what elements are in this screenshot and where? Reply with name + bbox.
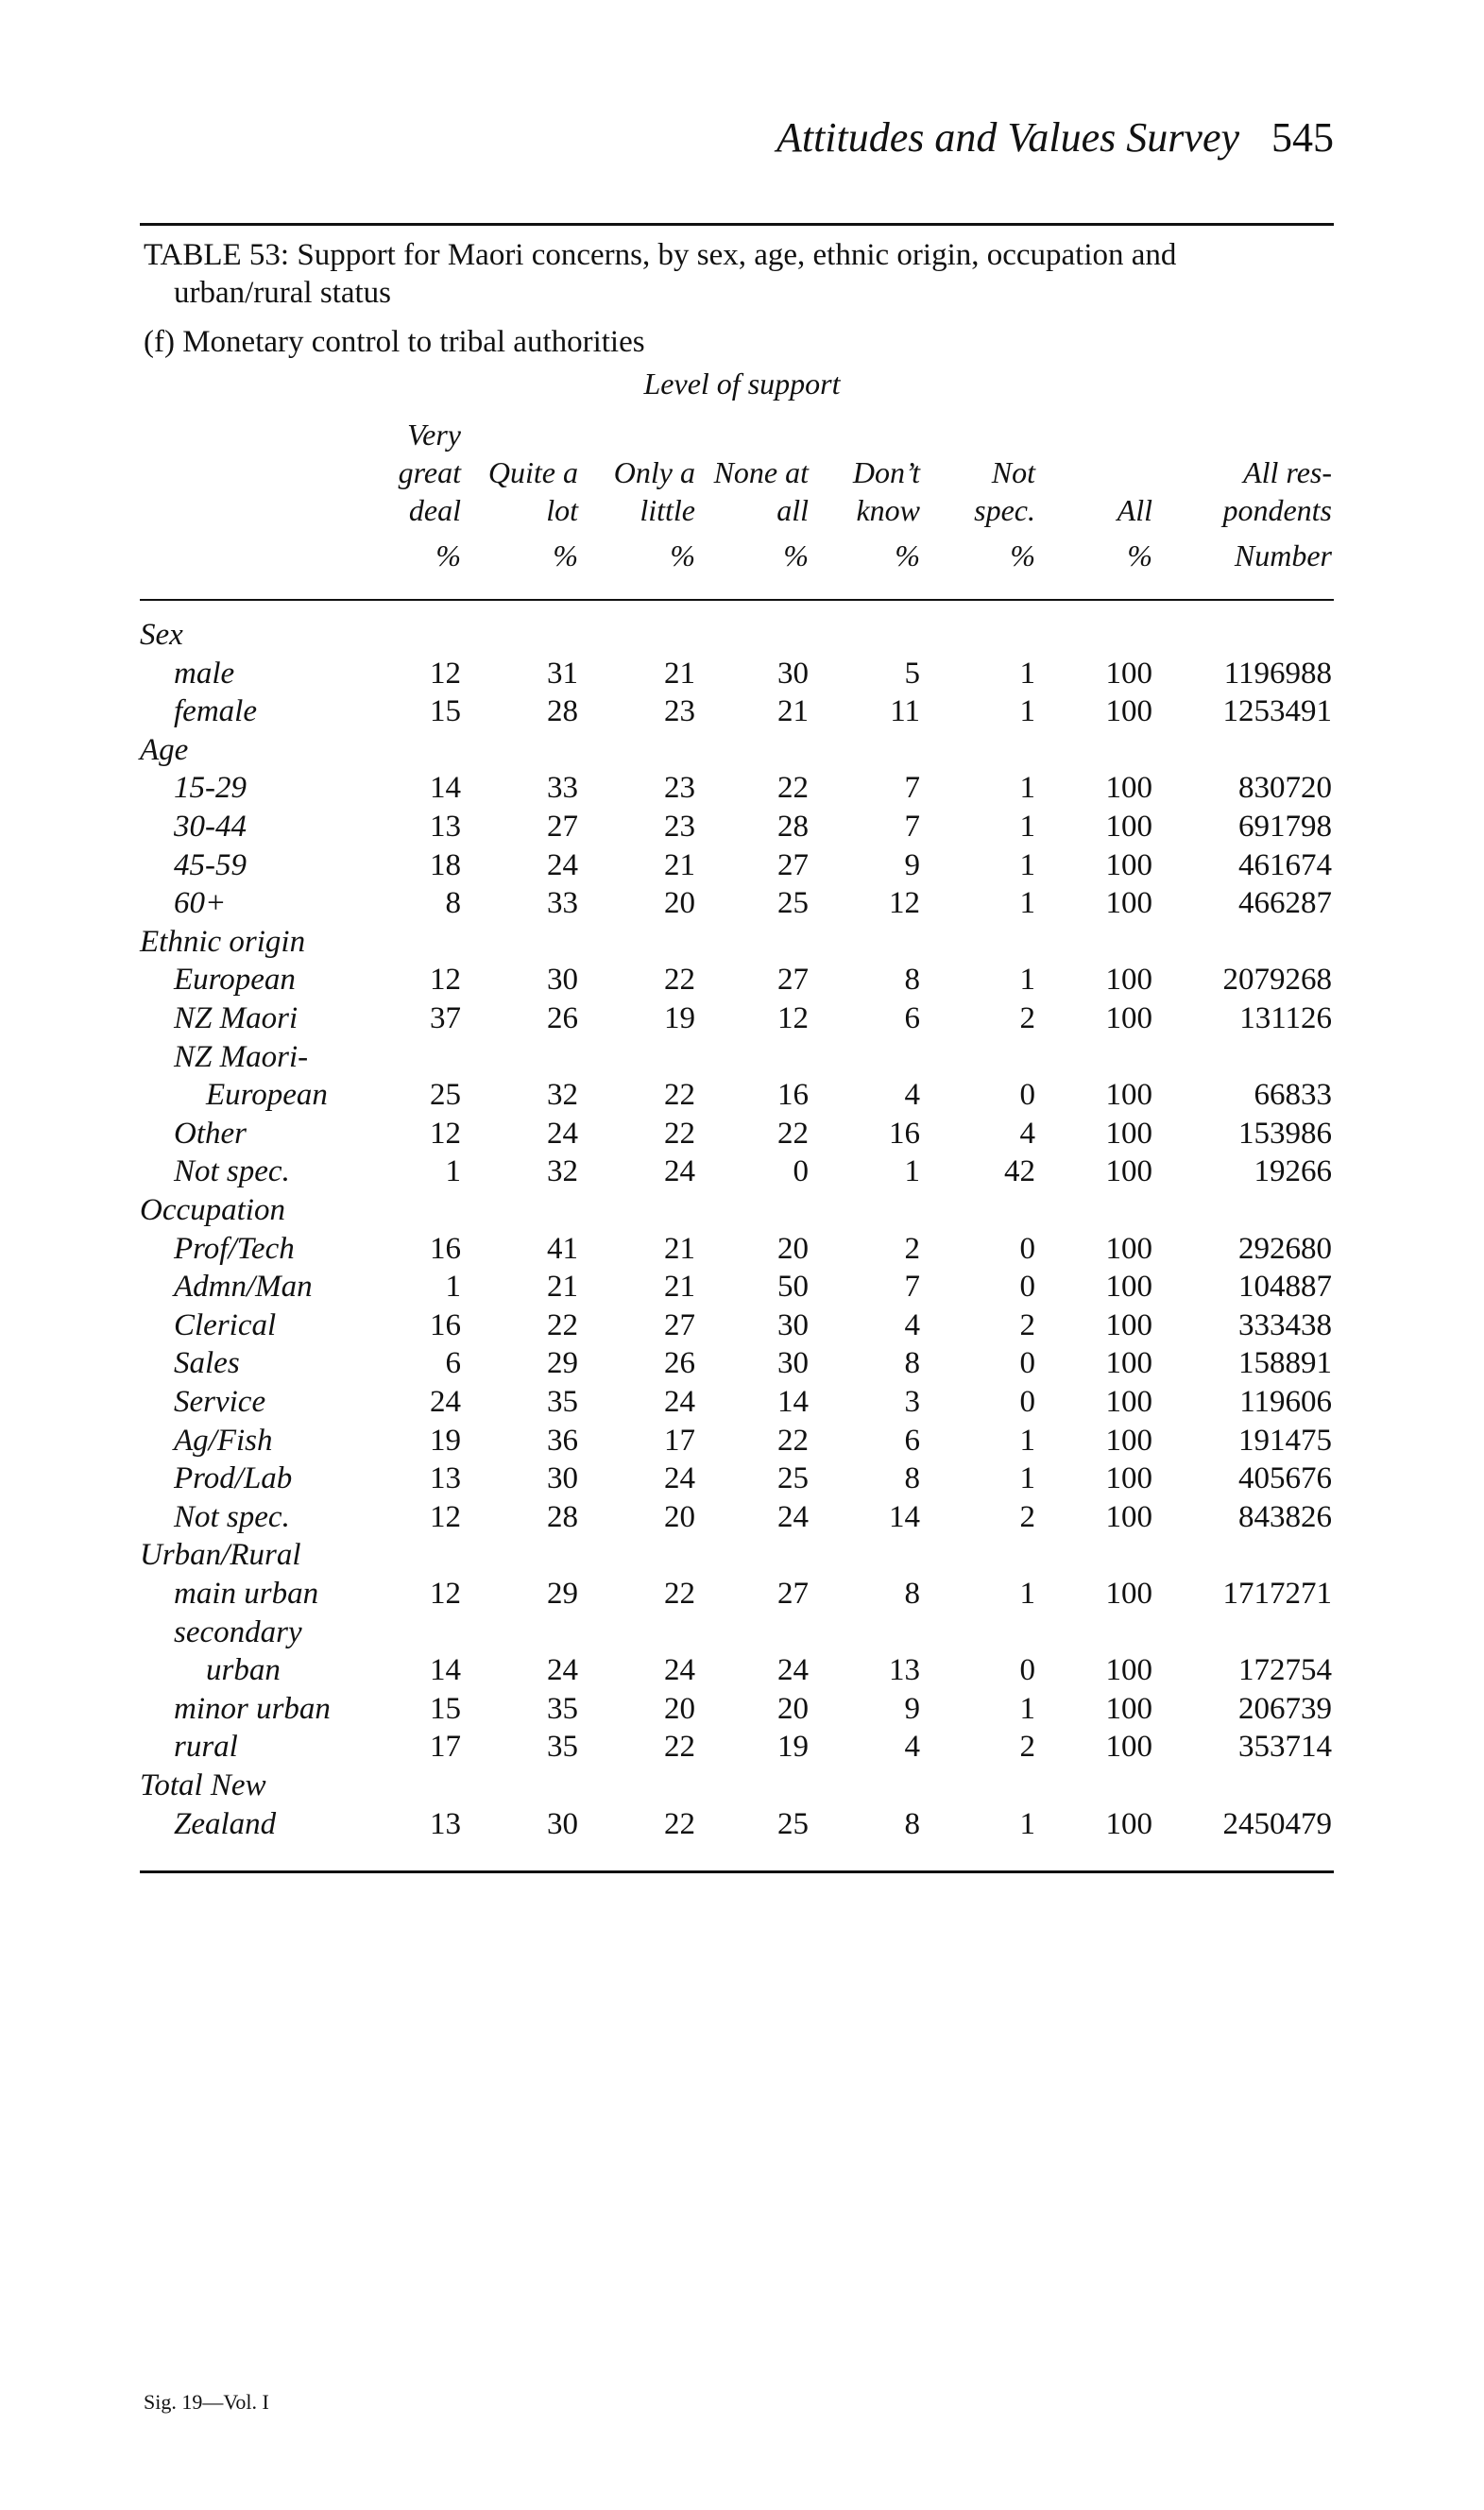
table-cell: 0 (793, 1154, 809, 1189)
column-header-1-line-3: deal (408, 493, 461, 527)
column-header-8-line-1: All res- (1243, 455, 1332, 489)
table-cell: 22 (777, 771, 809, 806)
table-cell: 100 (1105, 1346, 1152, 1381)
table-row (0, 884, 1484, 922)
table-cell: 1 (1019, 810, 1035, 844)
table-cell: 1 (904, 1154, 920, 1189)
table-row (0, 1536, 1484, 1574)
table-cell: 0 (1019, 1270, 1035, 1305)
table-cell: 7 (904, 810, 920, 844)
table-row (0, 692, 1484, 730)
table-cell: 21 (664, 656, 695, 691)
signature-footer: Sig. 19—Vol. I (144, 2390, 269, 2414)
table-row (0, 1805, 1484, 1843)
table-cell: 14 (777, 1385, 809, 1419)
table-cell: 2 (1019, 1307, 1035, 1342)
table-cell: 22 (664, 1806, 695, 1841)
table-cell: 22 (664, 1116, 695, 1151)
table-cell: 830720 (1238, 771, 1332, 806)
table-cell: 4 (1019, 1116, 1035, 1151)
table-cell: 24 (664, 1385, 695, 1419)
table-cell: 22 (777, 1116, 809, 1151)
column-unit-4: % (783, 538, 809, 572)
table-cell: 1 (1019, 656, 1035, 691)
table-cell: 20 (777, 1231, 809, 1266)
table-cell: 30 (547, 1461, 578, 1496)
table-cell: 21 (664, 1231, 695, 1266)
row-label: Not spec. (174, 1154, 290, 1189)
table-cell: 100 (1105, 1270, 1152, 1305)
table-cell: 23 (664, 694, 695, 729)
table-cell: 100 (1105, 847, 1152, 882)
table-cell: 30 (777, 1346, 809, 1381)
column-unit-2: % (553, 538, 578, 572)
table-cell: 2 (1019, 1001, 1035, 1035)
table-cell: 4 (904, 1078, 920, 1113)
table-cell: 461674 (1238, 847, 1332, 882)
column-header-2-line-2: lot (546, 493, 578, 527)
table-cell: 100 (1105, 1806, 1152, 1841)
table-cell: 27 (664, 1307, 695, 1342)
table-cell: 28 (547, 694, 578, 729)
table-row (0, 808, 1484, 845)
row-label: European (174, 963, 296, 998)
table-cell: 158891 (1238, 1346, 1332, 1381)
table-row (0, 961, 1484, 999)
table-cell: 24 (547, 847, 578, 882)
table-cell: 691798 (1238, 810, 1332, 844)
table-cell: 405676 (1238, 1461, 1332, 1496)
table-cell: 22 (664, 1577, 695, 1611)
table-cell: 13 (430, 1461, 461, 1496)
table-cell: 100 (1105, 656, 1152, 691)
row-label: European (206, 1078, 328, 1113)
bottom-rule (140, 1870, 1334, 1873)
table-cell: 20 (664, 1691, 695, 1726)
column-header-1-line-2: great (398, 455, 461, 489)
table-cell: 41 (547, 1231, 578, 1266)
table-cell: 21 (777, 694, 809, 729)
table-cell: 1717271 (1222, 1577, 1332, 1611)
table-row (0, 1651, 1484, 1689)
page-number: 545 (1271, 114, 1334, 161)
table-row (0, 1230, 1484, 1268)
table-cell: 333438 (1238, 1307, 1332, 1342)
table-cell: 12 (889, 886, 920, 921)
table-cell: 20 (664, 1499, 695, 1534)
table-cell: 119606 (1239, 1385, 1332, 1419)
row-label: Urban/Rural (140, 1538, 301, 1573)
table-cell: 25 (777, 1461, 809, 1496)
table-cell: 0 (1019, 1231, 1035, 1266)
row-label: NZ Maori- (174, 1039, 309, 1074)
table-cell: 5 (904, 656, 920, 691)
table-cell: 12 (430, 1116, 461, 1151)
table-cell: 29 (547, 1577, 578, 1611)
table-cell: 2 (904, 1231, 920, 1266)
table-cell: 153986 (1238, 1116, 1332, 1151)
table-row (0, 1306, 1484, 1344)
row-label: main urban (174, 1577, 319, 1611)
table-cell: 35 (547, 1385, 578, 1419)
row-label: Admn/Man (174, 1270, 313, 1305)
column-header-1-line-1: Very (407, 418, 461, 452)
table-cell: 1 (1019, 1806, 1035, 1841)
table-cell: 28 (777, 810, 809, 844)
table-caption (144, 236, 1336, 312)
table-cell: 100 (1105, 1730, 1152, 1765)
caption-line-1: TABLE 53: Support for Maori concerns, by sex, age, ethnic origin, occupation and (144, 238, 1177, 272)
table-cell: 100 (1105, 1231, 1152, 1266)
table-row (0, 1498, 1484, 1536)
row-label: Total New (140, 1768, 266, 1802)
table-row (0, 1728, 1484, 1766)
table-cell: 100 (1105, 810, 1152, 844)
table-cell: 25 (777, 1806, 809, 1841)
table-cell: 1 (1019, 886, 1035, 921)
table-cell: 23 (664, 810, 695, 844)
table-cell: 1 (1019, 847, 1035, 882)
table-cell: 100 (1105, 963, 1152, 998)
table-cell: 20 (664, 886, 695, 921)
table-cell: 100 (1105, 1154, 1152, 1189)
table-cell: 100 (1105, 886, 1152, 921)
table-cell: 19 (664, 1001, 695, 1035)
table-cell: 6 (904, 1001, 920, 1035)
table-row (0, 1767, 1484, 1804)
row-label: Not spec. (174, 1499, 290, 1534)
table-cell: 37 (430, 1001, 461, 1035)
table-row (0, 1153, 1484, 1190)
table-cell: 9 (904, 847, 920, 882)
table-cell: 4 (904, 1730, 920, 1765)
table-row (0, 1038, 1484, 1076)
table-cell: 17 (664, 1423, 695, 1458)
table-cell: 16 (777, 1078, 809, 1113)
table-row (0, 731, 1484, 769)
table-cell: 1 (1019, 1691, 1035, 1726)
table-cell: 843826 (1238, 1499, 1332, 1534)
table-cell: 27 (777, 1577, 809, 1611)
table-cell: 33 (547, 886, 578, 921)
row-label: Sex (140, 618, 183, 652)
table-cell: 24 (664, 1154, 695, 1189)
table-cell: 27 (777, 963, 809, 998)
table-cell: 100 (1105, 1461, 1152, 1496)
row-label: Other (174, 1116, 247, 1151)
table-cell: 12 (430, 656, 461, 691)
table-cell: 7 (904, 1270, 920, 1305)
table-cell: 12 (430, 1577, 461, 1611)
table-cell: 0 (1019, 1078, 1035, 1113)
table-row (0, 1076, 1484, 1114)
table-cell: 3 (904, 1385, 920, 1419)
table-cell: 100 (1105, 1078, 1152, 1113)
table-cell: 172754 (1238, 1653, 1332, 1688)
column-unit-3: % (670, 538, 695, 572)
header-rule (140, 599, 1334, 601)
row-label: Occupation (140, 1193, 285, 1227)
table-cell: 1 (445, 1154, 461, 1189)
table-cell: 22 (664, 1078, 695, 1113)
row-label: Sales (174, 1346, 240, 1381)
table-row (0, 1614, 1484, 1651)
row-label: 45-59 (174, 847, 247, 882)
table-cell: 1253491 (1222, 694, 1332, 729)
table-cell: 24 (547, 1116, 578, 1151)
table-cell: 8 (904, 1461, 920, 1496)
table-cell: 27 (547, 810, 578, 844)
table-cell: 24 (664, 1461, 695, 1496)
table-row (0, 1422, 1484, 1460)
table-cell: 20 (777, 1691, 809, 1726)
table-cell: 104887 (1238, 1270, 1332, 1305)
table-row (0, 616, 1484, 654)
table-cell: 12 (430, 1499, 461, 1534)
table-cell: 0 (1019, 1346, 1035, 1381)
table-row (0, 846, 1484, 884)
table-cell: 19266 (1254, 1154, 1332, 1189)
table-cell: 32 (547, 1078, 578, 1113)
column-unit-5: % (895, 538, 920, 572)
table-cell: 1 (1019, 1461, 1035, 1496)
table-cell: 32 (547, 1154, 578, 1189)
table-row (0, 1268, 1484, 1306)
table-cell: 100 (1105, 1653, 1152, 1688)
row-label: female (174, 694, 257, 729)
table-cell: 4 (904, 1307, 920, 1342)
row-label: Ethnic origin (140, 924, 306, 959)
table-cell: 2450479 (1222, 1806, 1332, 1841)
table-cell: 22 (664, 1730, 695, 1765)
table-cell: 0 (1019, 1653, 1035, 1688)
column-header-5-line-2: know (856, 493, 920, 527)
table-cell: 35 (547, 1691, 578, 1726)
column-unit-6: % (1010, 538, 1035, 572)
table-cell: 14 (889, 1499, 920, 1534)
table-cell: 21 (547, 1270, 578, 1305)
column-header-3-line-2: little (640, 493, 695, 527)
column-header-6-line-2: spec. (974, 493, 1035, 527)
row-label: minor urban (174, 1691, 331, 1726)
top-rule (140, 223, 1334, 226)
table-cell: 16 (430, 1307, 461, 1342)
table-cell: 100 (1105, 1691, 1152, 1726)
table-cell: 25 (430, 1078, 461, 1113)
table-cell: 33 (547, 771, 578, 806)
table-cell: 21 (664, 1270, 695, 1305)
row-label: Age (140, 732, 189, 767)
table-cell: 14 (430, 1653, 461, 1688)
row-label: Prof/Tech (174, 1231, 295, 1266)
table-cell: 191475 (1238, 1423, 1332, 1458)
table-cell: 19 (430, 1423, 461, 1458)
table-cell: 8 (904, 1346, 920, 1381)
table-cell: 42 (1004, 1154, 1035, 1189)
table-cell: 100 (1105, 771, 1152, 806)
table-cell: 31 (547, 656, 578, 691)
column-unit-1: % (435, 538, 461, 572)
column-header-6-line-1: Not (991, 455, 1035, 489)
table-cell: 27 (777, 847, 809, 882)
row-label: Prod/Lab (174, 1461, 293, 1496)
table-cell: 100 (1105, 1001, 1152, 1035)
table-row (0, 655, 1484, 692)
table-cell: 14 (430, 771, 461, 806)
table-cell: 12 (777, 1001, 809, 1035)
table-cell: 16 (889, 1116, 920, 1151)
table-cell: 9 (904, 1691, 920, 1726)
table-cell: 22 (777, 1423, 809, 1458)
table-cell: 30 (547, 1806, 578, 1841)
table-row (0, 1115, 1484, 1153)
column-unit-7: % (1127, 538, 1152, 572)
table-row (0, 1575, 1484, 1613)
table-cell: 15 (430, 1691, 461, 1726)
table-cell: 21 (664, 847, 695, 882)
row-label: rural (174, 1730, 238, 1765)
row-label: 60+ (174, 886, 227, 921)
column-header-7-line-1: All (1117, 493, 1152, 527)
caption-line-2: urban/rural status (174, 276, 392, 310)
table-cell: 100 (1105, 1307, 1152, 1342)
row-label: 15-29 (174, 771, 247, 806)
running-head-title: Attitudes and Values Survey (776, 114, 1239, 161)
table-cell: 100 (1105, 1385, 1152, 1419)
table-cell: 100 (1105, 694, 1152, 729)
table-cell: 292680 (1238, 1231, 1332, 1266)
row-label: Ag/Fish (174, 1423, 273, 1458)
table-cell: 35 (547, 1730, 578, 1765)
table-cell: 24 (430, 1385, 461, 1419)
table-cell: 19 (777, 1730, 809, 1765)
table-cell: 2 (1019, 1499, 1035, 1534)
table-cell: 17 (430, 1730, 461, 1765)
table-cell: 1 (1019, 1577, 1035, 1611)
table-cell: 13 (889, 1653, 920, 1688)
table-cell: 24 (777, 1499, 809, 1534)
table-row (0, 1460, 1484, 1497)
table-row (0, 1690, 1484, 1728)
table-cell: 1 (445, 1270, 461, 1305)
table-cell: 16 (430, 1231, 461, 1266)
column-header-2-line-1: Quite a (487, 455, 578, 489)
table-cell: 26 (664, 1346, 695, 1381)
row-label: Clerical (174, 1307, 277, 1342)
table-cell: 11 (890, 694, 920, 729)
table-cell: 8 (904, 1577, 920, 1611)
table-cell: 36 (547, 1423, 578, 1458)
table-cell: 131126 (1239, 1001, 1332, 1035)
row-label: Service (174, 1385, 266, 1419)
table-cell: 100 (1105, 1116, 1152, 1151)
table-cell: 206739 (1238, 1691, 1332, 1726)
running-head (0, 113, 1334, 162)
table-cell: 15 (430, 694, 461, 729)
table-row (0, 1383, 1484, 1421)
table-cell: 0 (1019, 1385, 1035, 1419)
table-row (0, 923, 1484, 961)
column-header-3-line-1: Only a (613, 455, 695, 489)
table-cell: 28 (547, 1499, 578, 1534)
table-subtitle: (f) Monetary control to tribal authorities (144, 325, 645, 359)
row-label: NZ Maori (174, 1001, 299, 1035)
table-cell: 2 (1019, 1730, 1035, 1765)
table-cell: 18 (430, 847, 461, 882)
table-cell: 8 (445, 886, 461, 921)
level-of-support-heading: Level of support (643, 367, 841, 401)
table-cell: 50 (777, 1270, 809, 1305)
table-cell: 13 (430, 810, 461, 844)
row-label: urban (206, 1653, 281, 1688)
table-cell: 66833 (1254, 1078, 1332, 1113)
table-cell: 30 (777, 656, 809, 691)
table-cell: 1 (1019, 771, 1035, 806)
table-cell: 7 (904, 771, 920, 806)
table-cell: 30 (547, 963, 578, 998)
table-cell: 23 (664, 771, 695, 806)
table-cell: 25 (777, 886, 809, 921)
table-cell: 1196988 (1223, 656, 1332, 691)
table-cell: 1 (1019, 1423, 1035, 1458)
table-cell: 100 (1105, 1423, 1152, 1458)
table-row (0, 1344, 1484, 1382)
table-cell: 22 (547, 1307, 578, 1342)
table-row (0, 1191, 1484, 1229)
table-cell: 29 (547, 1346, 578, 1381)
table-cell: 8 (904, 963, 920, 998)
table-cell: 100 (1105, 1577, 1152, 1611)
column-header-4-line-2: all (776, 493, 809, 527)
table-cell: 6 (445, 1346, 461, 1381)
table-cell: 6 (904, 1423, 920, 1458)
column-header-5-line-1: Don’t (852, 455, 920, 489)
table-cell: 22 (664, 963, 695, 998)
table-cell: 24 (664, 1653, 695, 1688)
table-cell: 466287 (1238, 886, 1332, 921)
table-cell: 353714 (1238, 1730, 1332, 1765)
column-unit-8: Number (1234, 538, 1332, 572)
row-label: male (174, 656, 235, 691)
row-label: 30-44 (174, 810, 247, 844)
table-cell: 30 (777, 1307, 809, 1342)
table-cell: 2079268 (1222, 963, 1332, 998)
table-cell: 8 (904, 1806, 920, 1841)
column-header-4-line-1: None at (713, 455, 809, 489)
table-row (0, 999, 1484, 1037)
table-cell: 26 (547, 1001, 578, 1035)
column-header-8-line-2: pondents (1222, 493, 1332, 527)
table-cell: 13 (430, 1806, 461, 1841)
table-cell: 1 (1019, 963, 1035, 998)
table-cell: 100 (1105, 1499, 1152, 1534)
row-label: secondary (174, 1614, 302, 1649)
table-cell: 12 (430, 963, 461, 998)
table-row (0, 769, 1484, 807)
row-label: Zealand (174, 1806, 277, 1841)
table-cell: 1 (1019, 694, 1035, 729)
table-cell: 24 (777, 1653, 809, 1688)
table-cell: 24 (547, 1653, 578, 1688)
